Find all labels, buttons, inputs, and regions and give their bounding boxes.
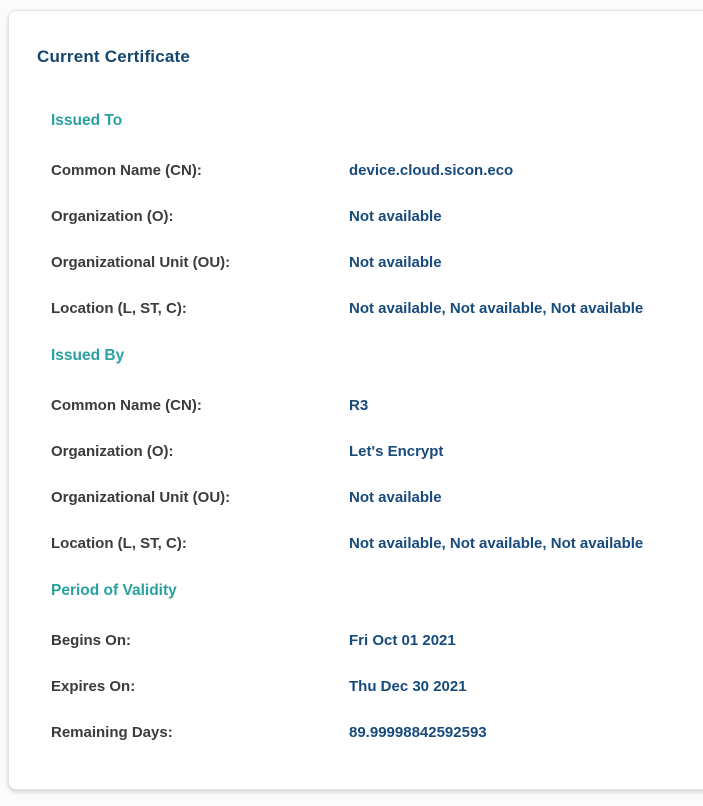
field-row-organization [51,443,703,461]
field-value: Thu Dec 30 2021 [349,678,467,695]
section-issued-to [51,111,703,318]
field-label: Begins On: [51,632,132,649]
field-value: R3 [349,397,369,414]
section-heading-issued-by: Issued By [51,347,125,364]
field-label: Organizational Unit (OU): [51,254,231,271]
field-label: Location (L, ST, C): [51,535,187,552]
section-period-of-validity [51,581,703,742]
field-value: Fri Oct 01 2021 [349,632,456,649]
field-label: Location (L, ST, C): [51,300,187,317]
field-row-remaining-days [51,724,703,742]
field-row-begins-on [51,632,703,650]
section-issued-by [51,346,703,553]
current-certificate-card [8,10,703,790]
field-label: Organization (O): [51,208,174,225]
field-row-common-name [51,162,703,180]
field-label: Common Name (CN): [51,162,202,179]
field-value: Not available [349,208,442,225]
section-heading-period-of-validity: Period of Validity [51,582,177,599]
field-value: Not available [349,489,442,506]
field-value: Not available [349,254,442,271]
field-row-common-name [51,397,703,415]
field-row-location [51,535,703,553]
field-label: Expires On: [51,678,136,695]
field-row-location [51,300,703,318]
field-value: Not available, Not available, Not available [349,300,644,317]
field-value: 89.99998842592593 [349,724,487,741]
field-label: Organization (O): [51,443,174,460]
field-row-organizational-unit [51,489,703,507]
field-row-expires-on [51,678,703,696]
field-value: Not available, Not available, Not available [349,535,644,552]
card-content [9,11,703,742]
field-label: Organizational Unit (OU): [51,489,231,506]
field-row-organization [51,208,703,226]
field-label: Remaining Days: [51,724,173,741]
page-title: Current Certificate [37,47,191,66]
field-value: Let's Encrypt [349,443,444,460]
field-row-organizational-unit [51,254,703,272]
field-value: device.cloud.sicon.eco [349,162,514,179]
section-heading-issued-to: Issued To [51,112,123,129]
field-label: Common Name (CN): [51,397,202,414]
